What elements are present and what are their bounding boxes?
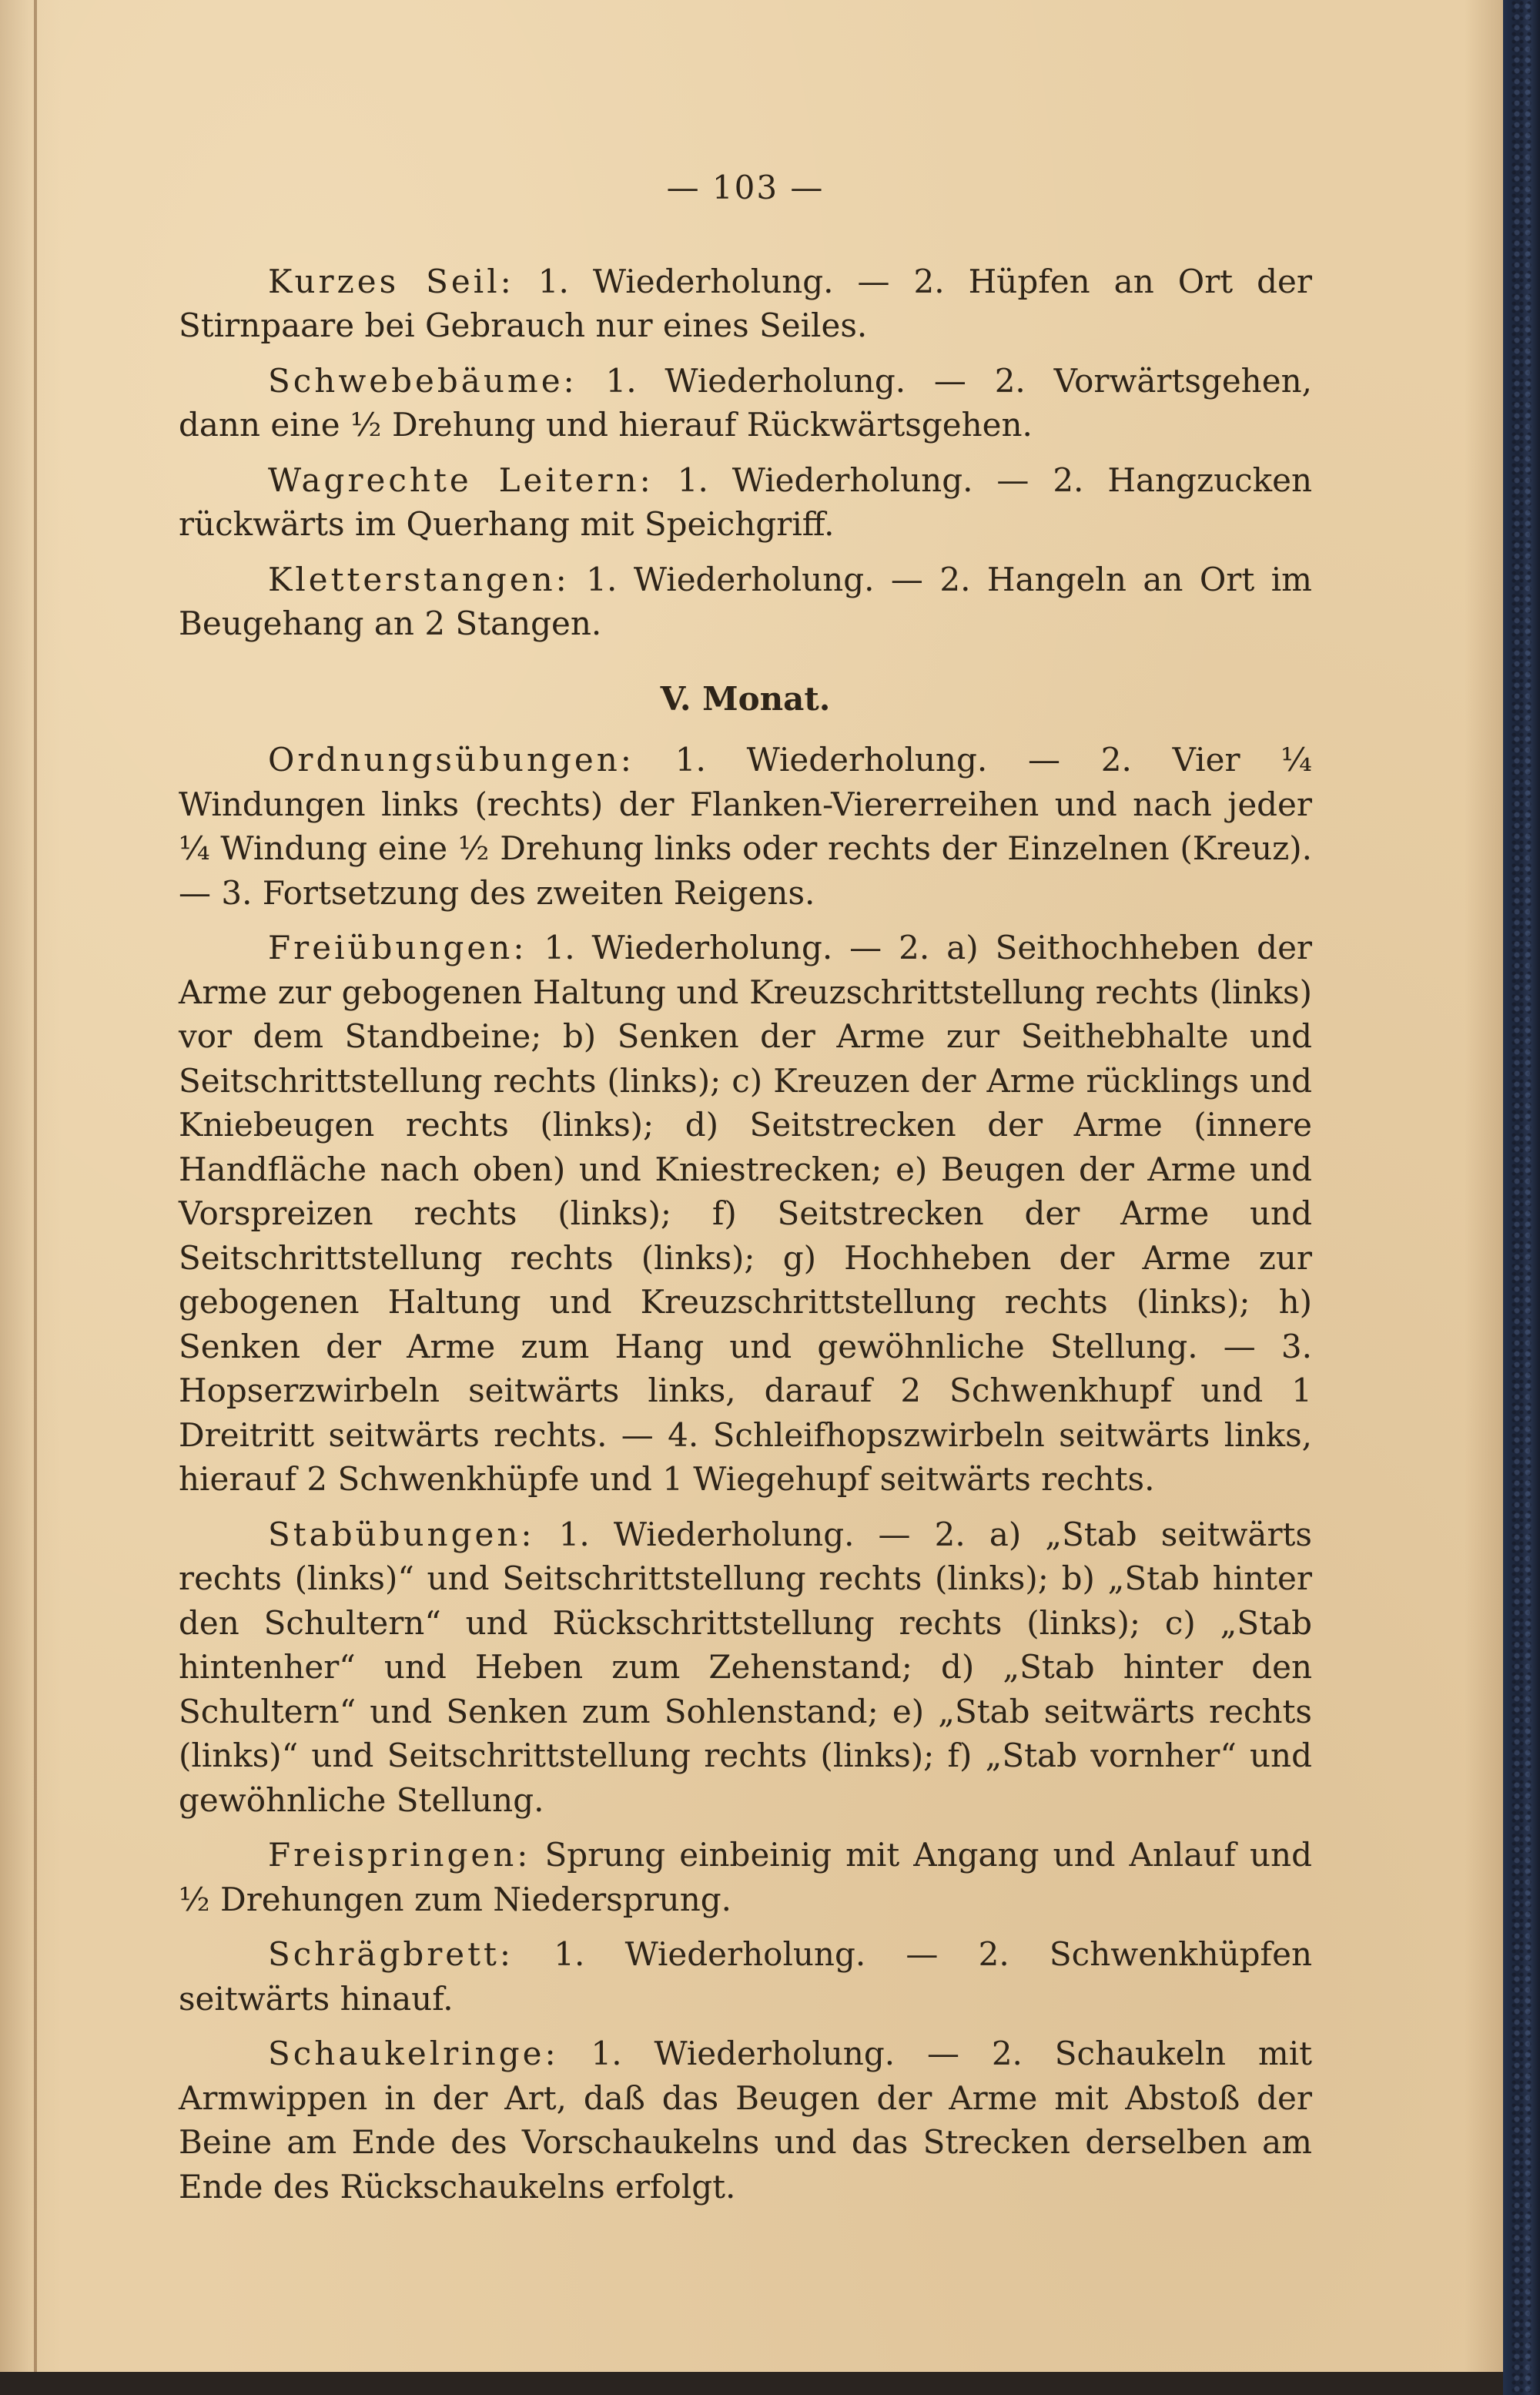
paragraph-freiuebungen: [179, 926, 1312, 1502]
section-title: V. Monat.: [660, 679, 831, 718]
spine-pattern: [1511, 0, 1532, 2395]
paragraph-body: 1. Wiederholung. — 2. Vorwärtsgehen, dann eine ½ Drehung und hierauf Rückwärtsgehen.: [179, 361, 1312, 444]
paragraph-schaukelringe: [179, 2032, 1312, 2209]
page-bottom-edge: [0, 2372, 1503, 2395]
paragraph-ordnungsuebungen: [179, 738, 1312, 915]
paragraph-body: 1. Wiederholung. — 2. Vier ¼ Windungen links (rechts) der Flanken-Viererreihen und nach jeder ¼ Windung eine ½ Drehung links oder rechts der Einzelnen (Kreuz). — 3. Fortsetzung des zweiten Reigens.: [179, 741, 1312, 912]
paragraph-schwebebaeume: [179, 359, 1312, 447]
paragraph-label: Ordnungsübungen:: [268, 741, 634, 779]
paragraph-body: 1. Wiederholung. — 2. Schaukeln mit Armwippen in der Art, daß das Beugen der Arme mit Abstoß der Beine am Ende des Vorschaukelns und das Strecken derselben am Ende des Rückschaukelns erfolgt.: [179, 2035, 1312, 2206]
paragraph-label: Schwebebäume:: [268, 361, 578, 400]
paragraph-label: Stabübungen:: [268, 1515, 535, 1553]
paragraph-label: Schaukelringe:: [268, 2035, 559, 2072]
paragraph-kurzes-seil: [179, 260, 1312, 348]
paragraph-freispringen: [179, 1833, 1312, 1921]
page-gutter: [34, 0, 37, 2372]
paragraph-label: Wagrechte Leitern:: [268, 461, 654, 499]
paragraph-label: Kletterstangen:: [268, 560, 570, 598]
page-number: — 103 —: [666, 169, 825, 206]
paragraph-body: 1. Wiederholung. — 2. a) „Stab seitwärts rechts (links)“ und Seitschrittstellung rechts (links); b) „Stab hinter den Schultern“ und Rückschrittstellung rechts (links); c) „Stab hintenher“ und Heben zum Zehenstand; d) „Stab hinter den Schultern“ und Senken zum Sohlenstand; e) „Stab seitwärts rechts (links)“ und Seitschrittstellung rechts (links); f) „Stab vornher“ und gewöhnliche Stellung.: [179, 1515, 1312, 1819]
paragraph-kletterstangen: [179, 558, 1312, 646]
paragraph-label: Schrägbrett:: [268, 1935, 514, 1973]
paragraph-label: Freispringen:: [268, 1836, 531, 1874]
paragraph-body: 1. Wiederholung. — 2. a) Seithochheben der Arme zur gebogenen Haltung und Kreuzschrittstellung rechts (links) vor dem Standbeine; b) Senken der Arme zur Seithebhalte und Seitschrittstellung rechts (links); c) Kreuzen der Arme rücklings und Kniebeugen rechts (links); d) Seitstrecken der Arme (innere Handfläche nach oben) und Kniestrecken; e) Beugen der Arme und Vorspreizen rechts (links); f) Seitstrecken der Arme und Seitschrittstellung rechts (links); g) Hochheben der Arme zur gebogenen Haltung und Kreuzschrittstellung rechts (links); h) Senken der Arme zum Hang und gewöhnliche Stellung. — 3. Hopserzwirbeln seitwärts links, darauf 2 Schwenkhupf und 1 Dreitritt seitwärts rechts. — 4. Schleifhopszwirbeln seitwärts links, hierauf 2 Schwenkhüpfe und 1 Wiegehupf seitwärts rechts.: [179, 929, 1312, 1498]
paragraph-wagrechte-leitern: [179, 458, 1312, 547]
paragraph-label: Kurzes Seil:: [268, 262, 514, 300]
paragraph-body: 1. Wiederholung. — 2. Hüpfen an Ort der Stirnpaare bei Gebrauch nur eines Seiles.: [179, 262, 1312, 344]
paragraph-schraegbrett: [179, 1932, 1312, 2021]
paragraph-body: 1. Wiederholung. — 2. Hangzucken rückwärts im Querhang mit Speichgriff.: [179, 461, 1312, 543]
page-text: [179, 166, 1312, 2219]
paragraph-label: Freiübungen:: [268, 929, 527, 966]
paragraph-body: 1. Wiederholung. — 2. Hangeln an Ort im Beugehang an 2 Stangen.: [179, 560, 1312, 642]
paragraph-body: Sprung einbeinig mit Angang und Anlauf und ½ Drehungen zum Niedersprung.: [179, 1836, 1312, 1918]
paragraph-body: 1. Wiederholung. — 2. Schwenkhüpfen seitwärts hinauf.: [179, 1935, 1312, 2018]
paragraph-stabuebungen: [179, 1512, 1312, 1823]
